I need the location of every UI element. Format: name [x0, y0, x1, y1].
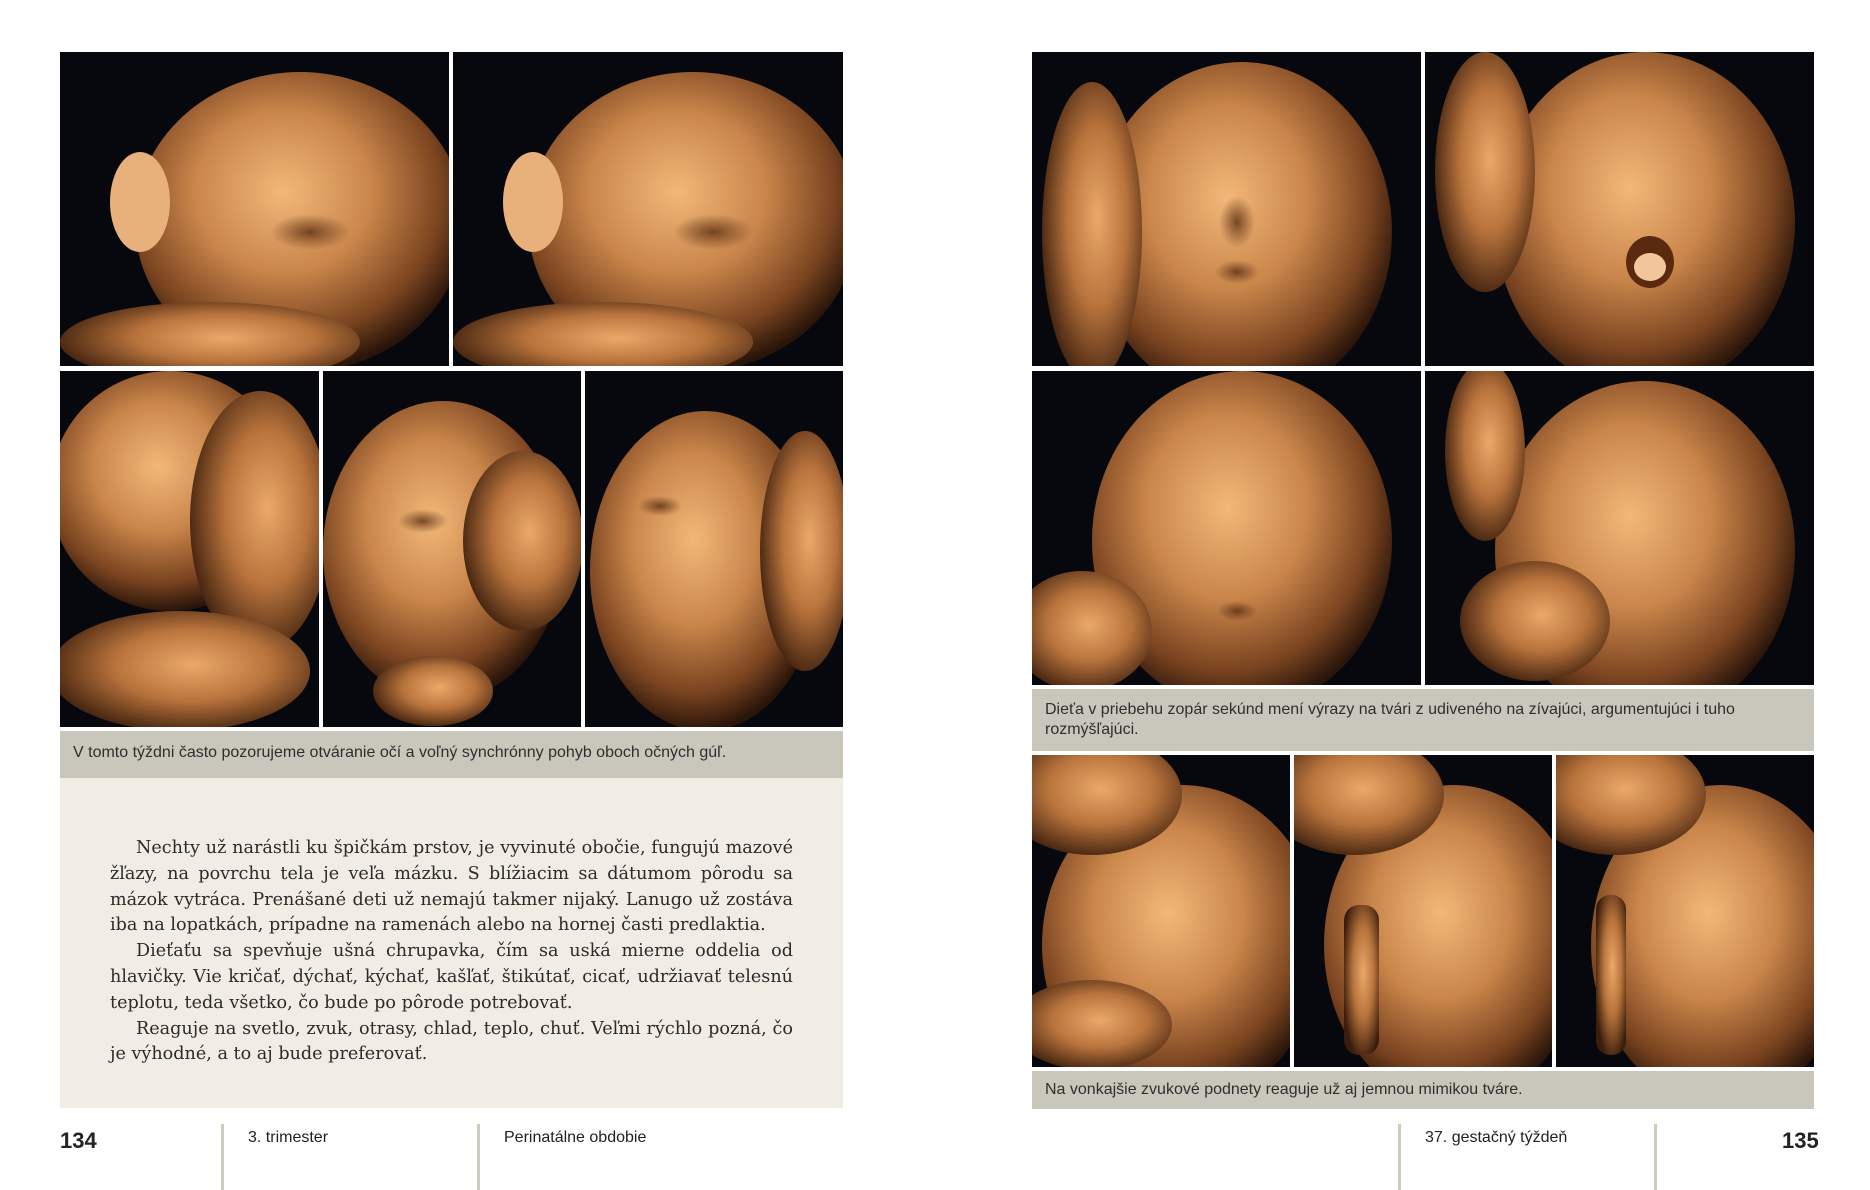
footer-divider	[1398, 1124, 1401, 1190]
ultrasound-image	[1294, 755, 1552, 1067]
page-number: 134	[60, 1128, 97, 1153]
paragraph: Reaguje na svetlo, zvuk, otrasy, chlad, teplo, chuť. Veľmi rýchlo pozná, čo je výhodné, a to aj bude preferovať.	[110, 1018, 793, 1065]
footer-divider	[477, 1124, 480, 1190]
photo-caption	[60, 731, 843, 778]
footer-section: 3. trimester	[248, 1129, 329, 1146]
caption-text: V tomto týždni často pozorujeme otváranie očí a voľný synchrónny pohyb oboch očných gúľ.	[73, 744, 727, 761]
ultrasound-image	[1032, 371, 1421, 685]
ultrasound-image	[1032, 52, 1421, 366]
text-box	[60, 778, 843, 1108]
ultrasound-image	[1425, 52, 1814, 366]
ultrasound-image	[323, 371, 581, 727]
caption-text: Na vonkajšie zvukové podnety reaguje už aj jemnou mimikou tváre.	[1045, 1081, 1523, 1098]
ultrasound-image	[1556, 755, 1814, 1067]
ultrasound-image	[1425, 371, 1814, 685]
photo-caption	[1032, 1071, 1814, 1109]
caption-text: Dieťa v priebehu zopár sekúnd mení výrazy na tvári z udiveného na zívajúci, argumentujúci i tuho rozmýšľajúci.	[1045, 701, 1735, 738]
right-page	[935, 0, 1870, 1190]
ultrasound-image	[60, 371, 319, 727]
footer-divider	[221, 1124, 224, 1190]
page-number: 135	[1782, 1128, 1819, 1153]
photo-caption	[1032, 689, 1814, 751]
footer-week: 37. gestačný týždeň	[1425, 1129, 1568, 1146]
ultrasound-image	[60, 52, 449, 366]
paragraph: Nechty už narástli ku špičkám prstov, je vyvinuté obočie, fungujú mazové žľazy, na povrchu tela je veľa mázku. S blížiacim sa dátumom pôrodu sa mázok vytráca. Prenášané deti už nemajú takmer nijaký. Lanugo už zostáva iba na lopatkách, prípadne na ramenách alebo na hornej časti predlaktia.	[110, 838, 793, 936]
footer-chapter: Perinatálne obdobie	[504, 1129, 647, 1146]
ultrasound-image	[453, 52, 843, 366]
footer-divider	[1654, 1124, 1657, 1190]
ultrasound-image	[585, 371, 843, 727]
ultrasound-image	[1032, 755, 1290, 1067]
body-text	[110, 836, 793, 1068]
paragraph: Dieťaťu sa spevňuje ušná chrupavka, čím sa uská mierne oddelia od hlavičky. Vie kričať, dýchať, kýchať, kašľať, štikútať, cicať, udržiavať telesnú teplotu, teda všetko, čo bude po pôrode potrebovať.	[110, 941, 793, 1013]
